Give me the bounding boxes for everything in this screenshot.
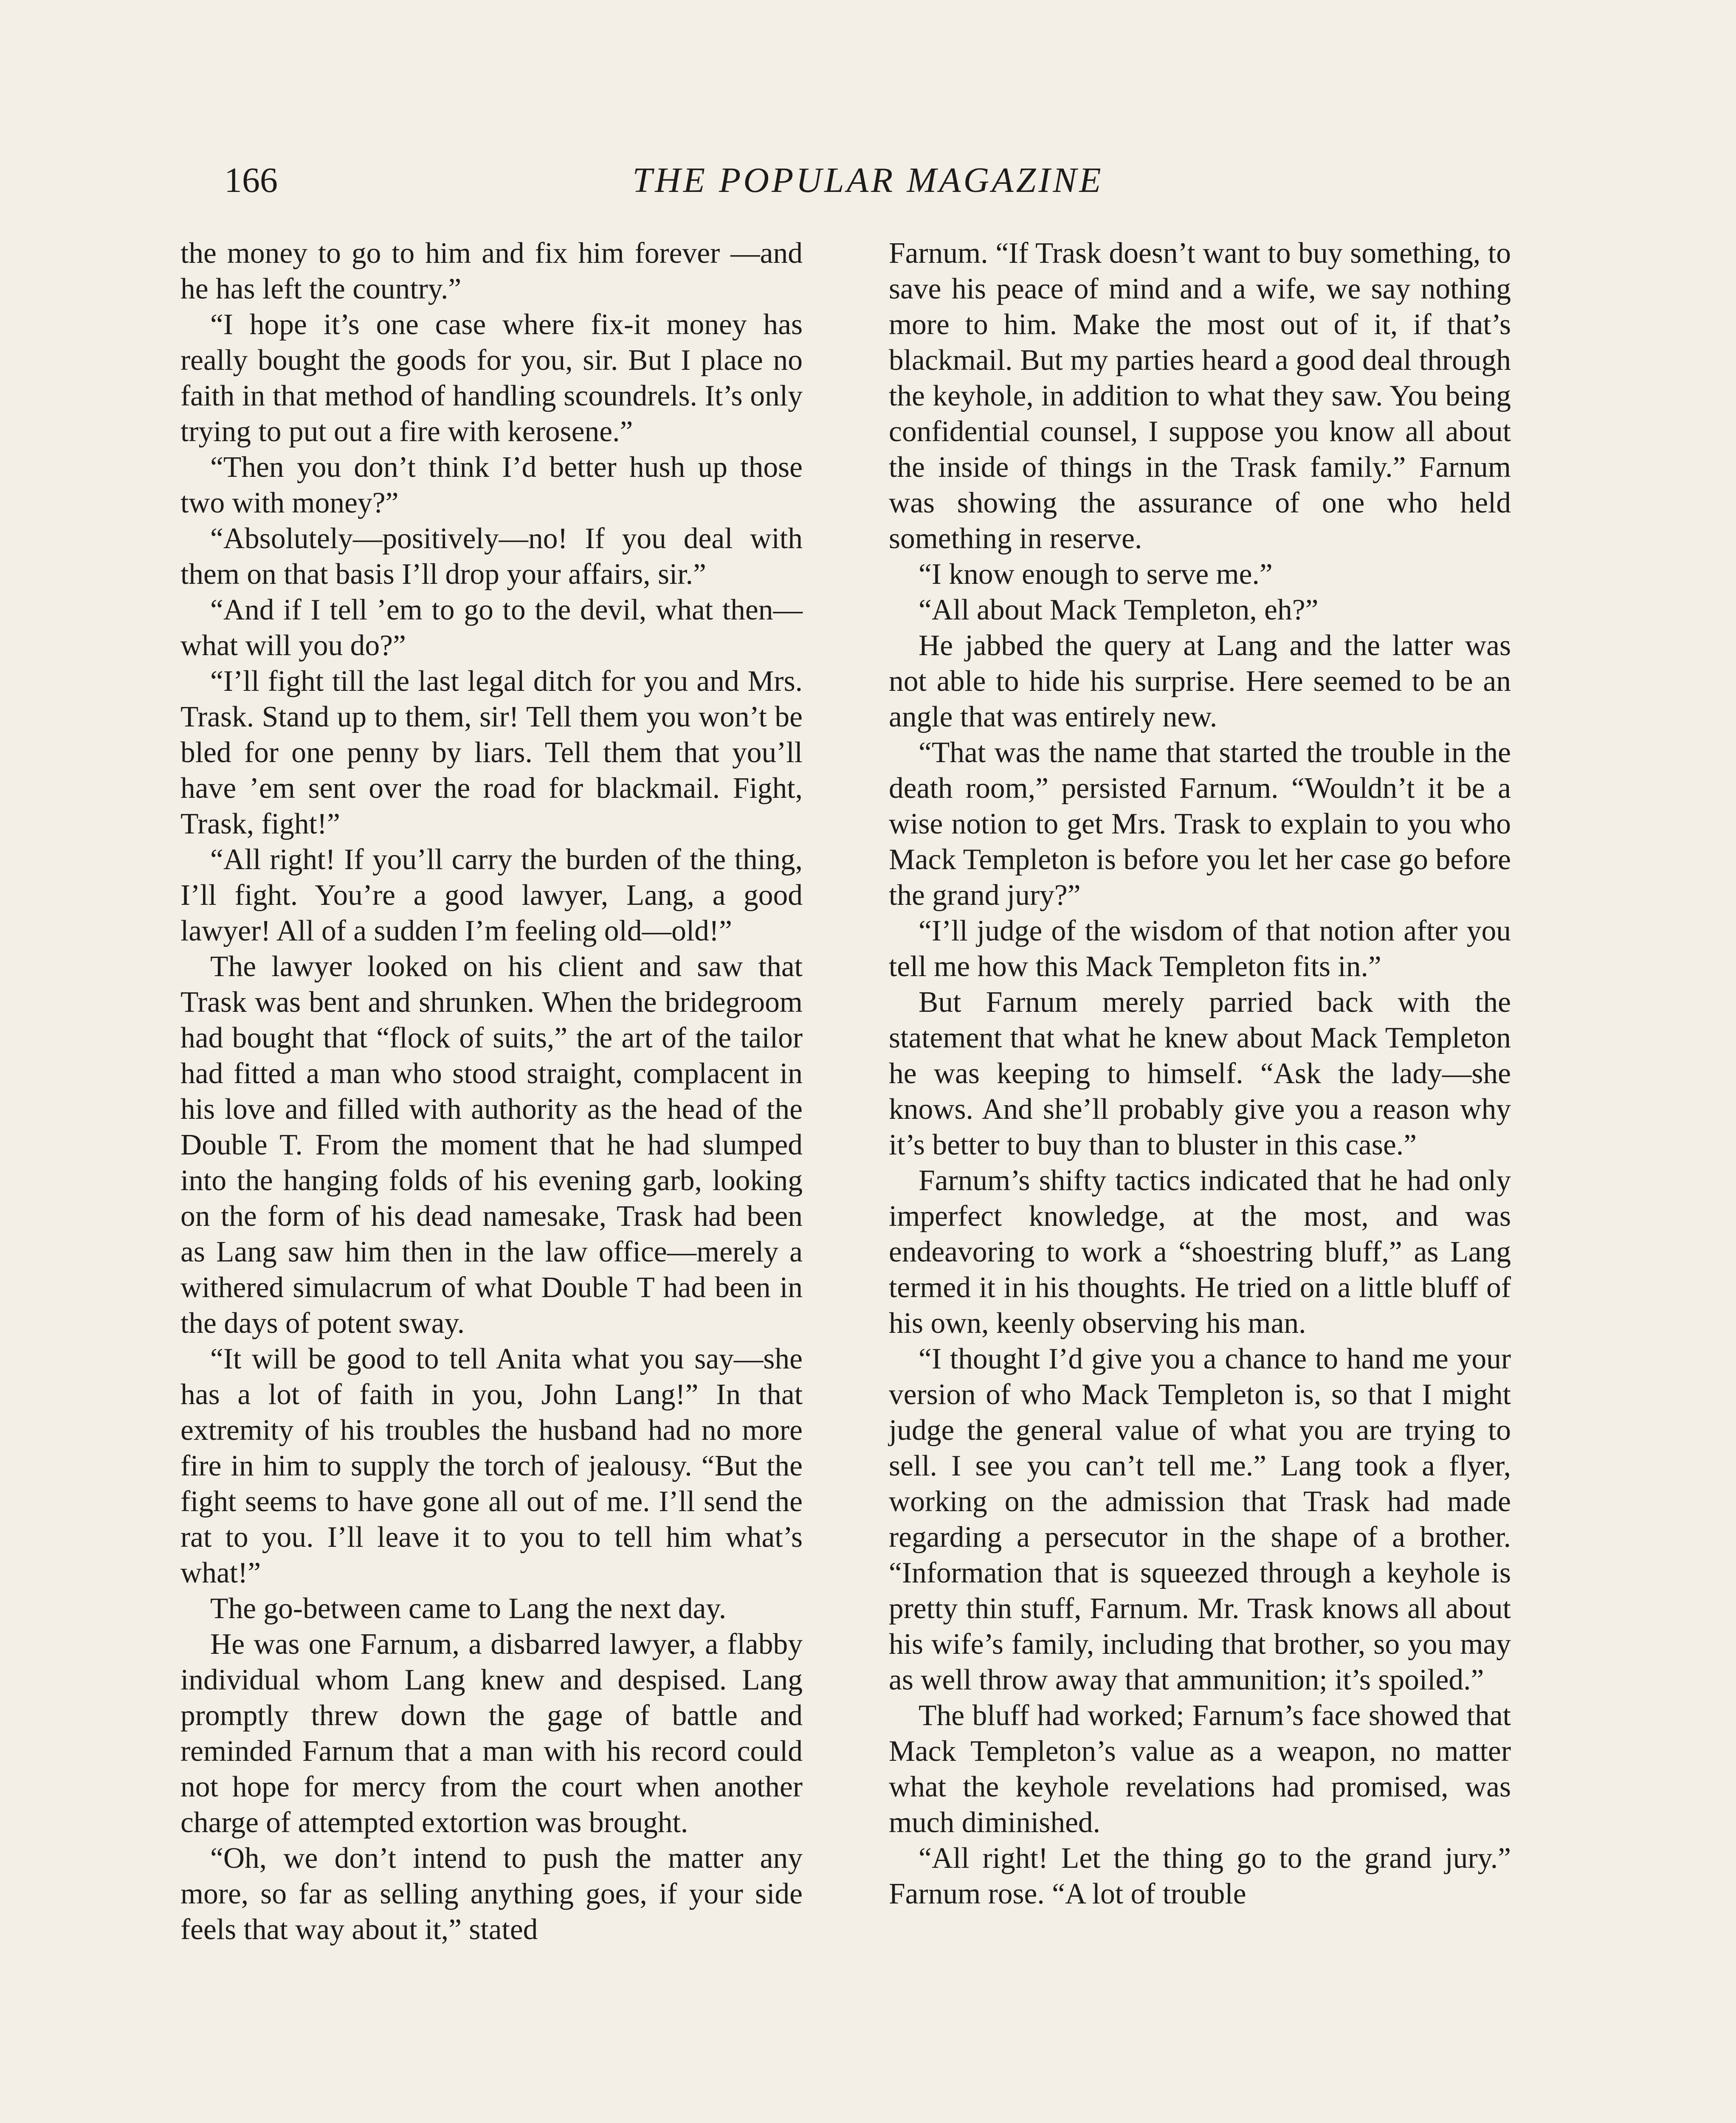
paragraph: “And if I tell ’em to go to the devil, what then—what will you do?” bbox=[180, 594, 803, 662]
paragraph: “I’ll fight till the last legal ditch for you and Mrs. Trask. Stand up to them, sir! Tell them you won’t be bled for one penny by liars. Tell them that you’ll have ’em sent over the road for blackmail. Fight, Trask, fight!” bbox=[180, 665, 803, 840]
page-number: 166 bbox=[224, 160, 278, 200]
paragraph: The bluff had worked; Farnum’s face showed that Mack Templeton’s value as a weapon, no matter what the keyhole revelations had promised, was much diminished. bbox=[889, 1699, 1511, 1839]
left-column bbox=[180, 236, 803, 1948]
paragraph: He was one Farnum, a disbarred lawyer, a flabby individual whom Lang knew and despised. Lang promptly threw down the gage of battle and reminded Farnum that a man with his record could not hope for mercy from the court when another charge of attempted extortion was brought. bbox=[180, 1628, 803, 1839]
paragraph: The lawyer looked on his client and saw that Trask was bent and shrunken. When the bridegroom had bought that “flock of suits,” the art of the tailor had fitted a man who stood straight, complacent in his love and filled with authority as the head of the Double T. From the moment that he had slumped into the hanging folds of his evening garb, looking on the form of his dead namesake, Trask had been as Lang saw him then in the law office—merely a withered simulacrum of what Double T had been in the days of potent sway. bbox=[180, 950, 803, 1340]
paragraph: The go-between came to Lang the next day. bbox=[210, 1592, 727, 1625]
paragraph: “Then you don’t think I’d better hush up those two with money?” bbox=[180, 451, 803, 519]
paragraph: “All about Mack Templeton, eh?” bbox=[919, 594, 1319, 626]
paragraph: “It will be good to tell Anita what you say—she has a lot of faith in you, John Lang!” In that extremity of his troubles the husband had no more fire in him to supply the torch of jealousy. “But the fight seems to have gone all out of me. I’ll send the rat to you. I’ll leave it to you to tell him what’s what!” bbox=[180, 1343, 803, 1589]
paragraph: “Absolutely—positively—no! If you deal with them on that basis I’ll drop your affairs, sir.” bbox=[180, 522, 803, 591]
paragraph: “All right! If you’ll carry the burden of the thing, I’ll fight. You’re a good lawyer, Lang, a good lawyer! All of a sudden I’m feeling old—old!” bbox=[180, 843, 803, 947]
paragraph: “That was the name that started the trouble in the death room,” persisted Farnum. “Wouldn’t it be a wise notion to get Mrs. Trask to explain to you who Mack Templeton is before you let her case go before the grand jury?” bbox=[889, 736, 1511, 912]
paragraph: He jabbed the query at Lang and the latter was not able to hide his surprise. Here seemed to be an angle that was entirely new. bbox=[889, 629, 1511, 733]
paragraph: “I’ll judge of the wisdom of that notion after you tell me how this Mack Templeton fits in.” bbox=[889, 915, 1511, 983]
paragraph: the money to go to him and fix him forever —and he has left the country.” bbox=[180, 237, 803, 305]
paragraph: “Oh, we don’t intend to push the matter any more, so far as selling anything goes, if your side feels that way about it,” stated bbox=[180, 1842, 803, 1946]
paragraph: “I know enough to serve me.” bbox=[919, 558, 1273, 591]
paragraph: “I hope it’s one case where fix-it money has really bought the goods for you, sir. But I place no faith in that method of handling scoundrels. It’s only trying to put out a fire with kerosene.” bbox=[180, 308, 803, 448]
paragraph: Farnum. “If Trask doesn’t want to buy something, to save his peace of mind and a wife, we say nothing more to him. Make the most out of it, if that’s blackmail. But my parties heard a good deal through the keyhole, in addition to what they saw. You being confidential counsel, I suppose you know all about the inside of things in the Trask family.” Farnum was showing the assurance of one who held something in reserve. bbox=[889, 237, 1511, 555]
paragraph: Farnum’s shifty tactics indicated that he had only imperfect knowledge, at the most, and was endeavoring to work a “shoestring bluff,” as Lang termed it in his thoughts. He tried on a little bluff of his own, keenly observing his man. bbox=[889, 1164, 1511, 1340]
paragraph: But Farnum merely parried back with the statement that what he knew about Mack Templeton he was keeping to himself. “Ask the lady—she knows. And she’ll probably give you a reason why it’s better to buy than to bluster in this case.” bbox=[889, 986, 1511, 1161]
paragraph: “All right! Let the thing go to the grand jury.” Farnum rose. “A lot of trouble bbox=[889, 1842, 1511, 1910]
right-column bbox=[889, 236, 1511, 1912]
paragraph: “I thought I’d give you a chance to hand me your version of who Mack Templeton is, so that I might judge the general value of what you are trying to sell. I see you can’t tell me.” Lang took a flyer, working on the admission that Trask had made regarding a persecutor in the shape of a brother. “Information that is squeezed through a keyhole is pretty thin stuff, Farnum. Mr. Trask knows all about his wife’s family, including that brother, so you may as well throw away that ammunition; it’s spoiled.” bbox=[889, 1343, 1511, 1696]
magazine-title: THE POPULAR MAGAZINE bbox=[632, 160, 1104, 200]
